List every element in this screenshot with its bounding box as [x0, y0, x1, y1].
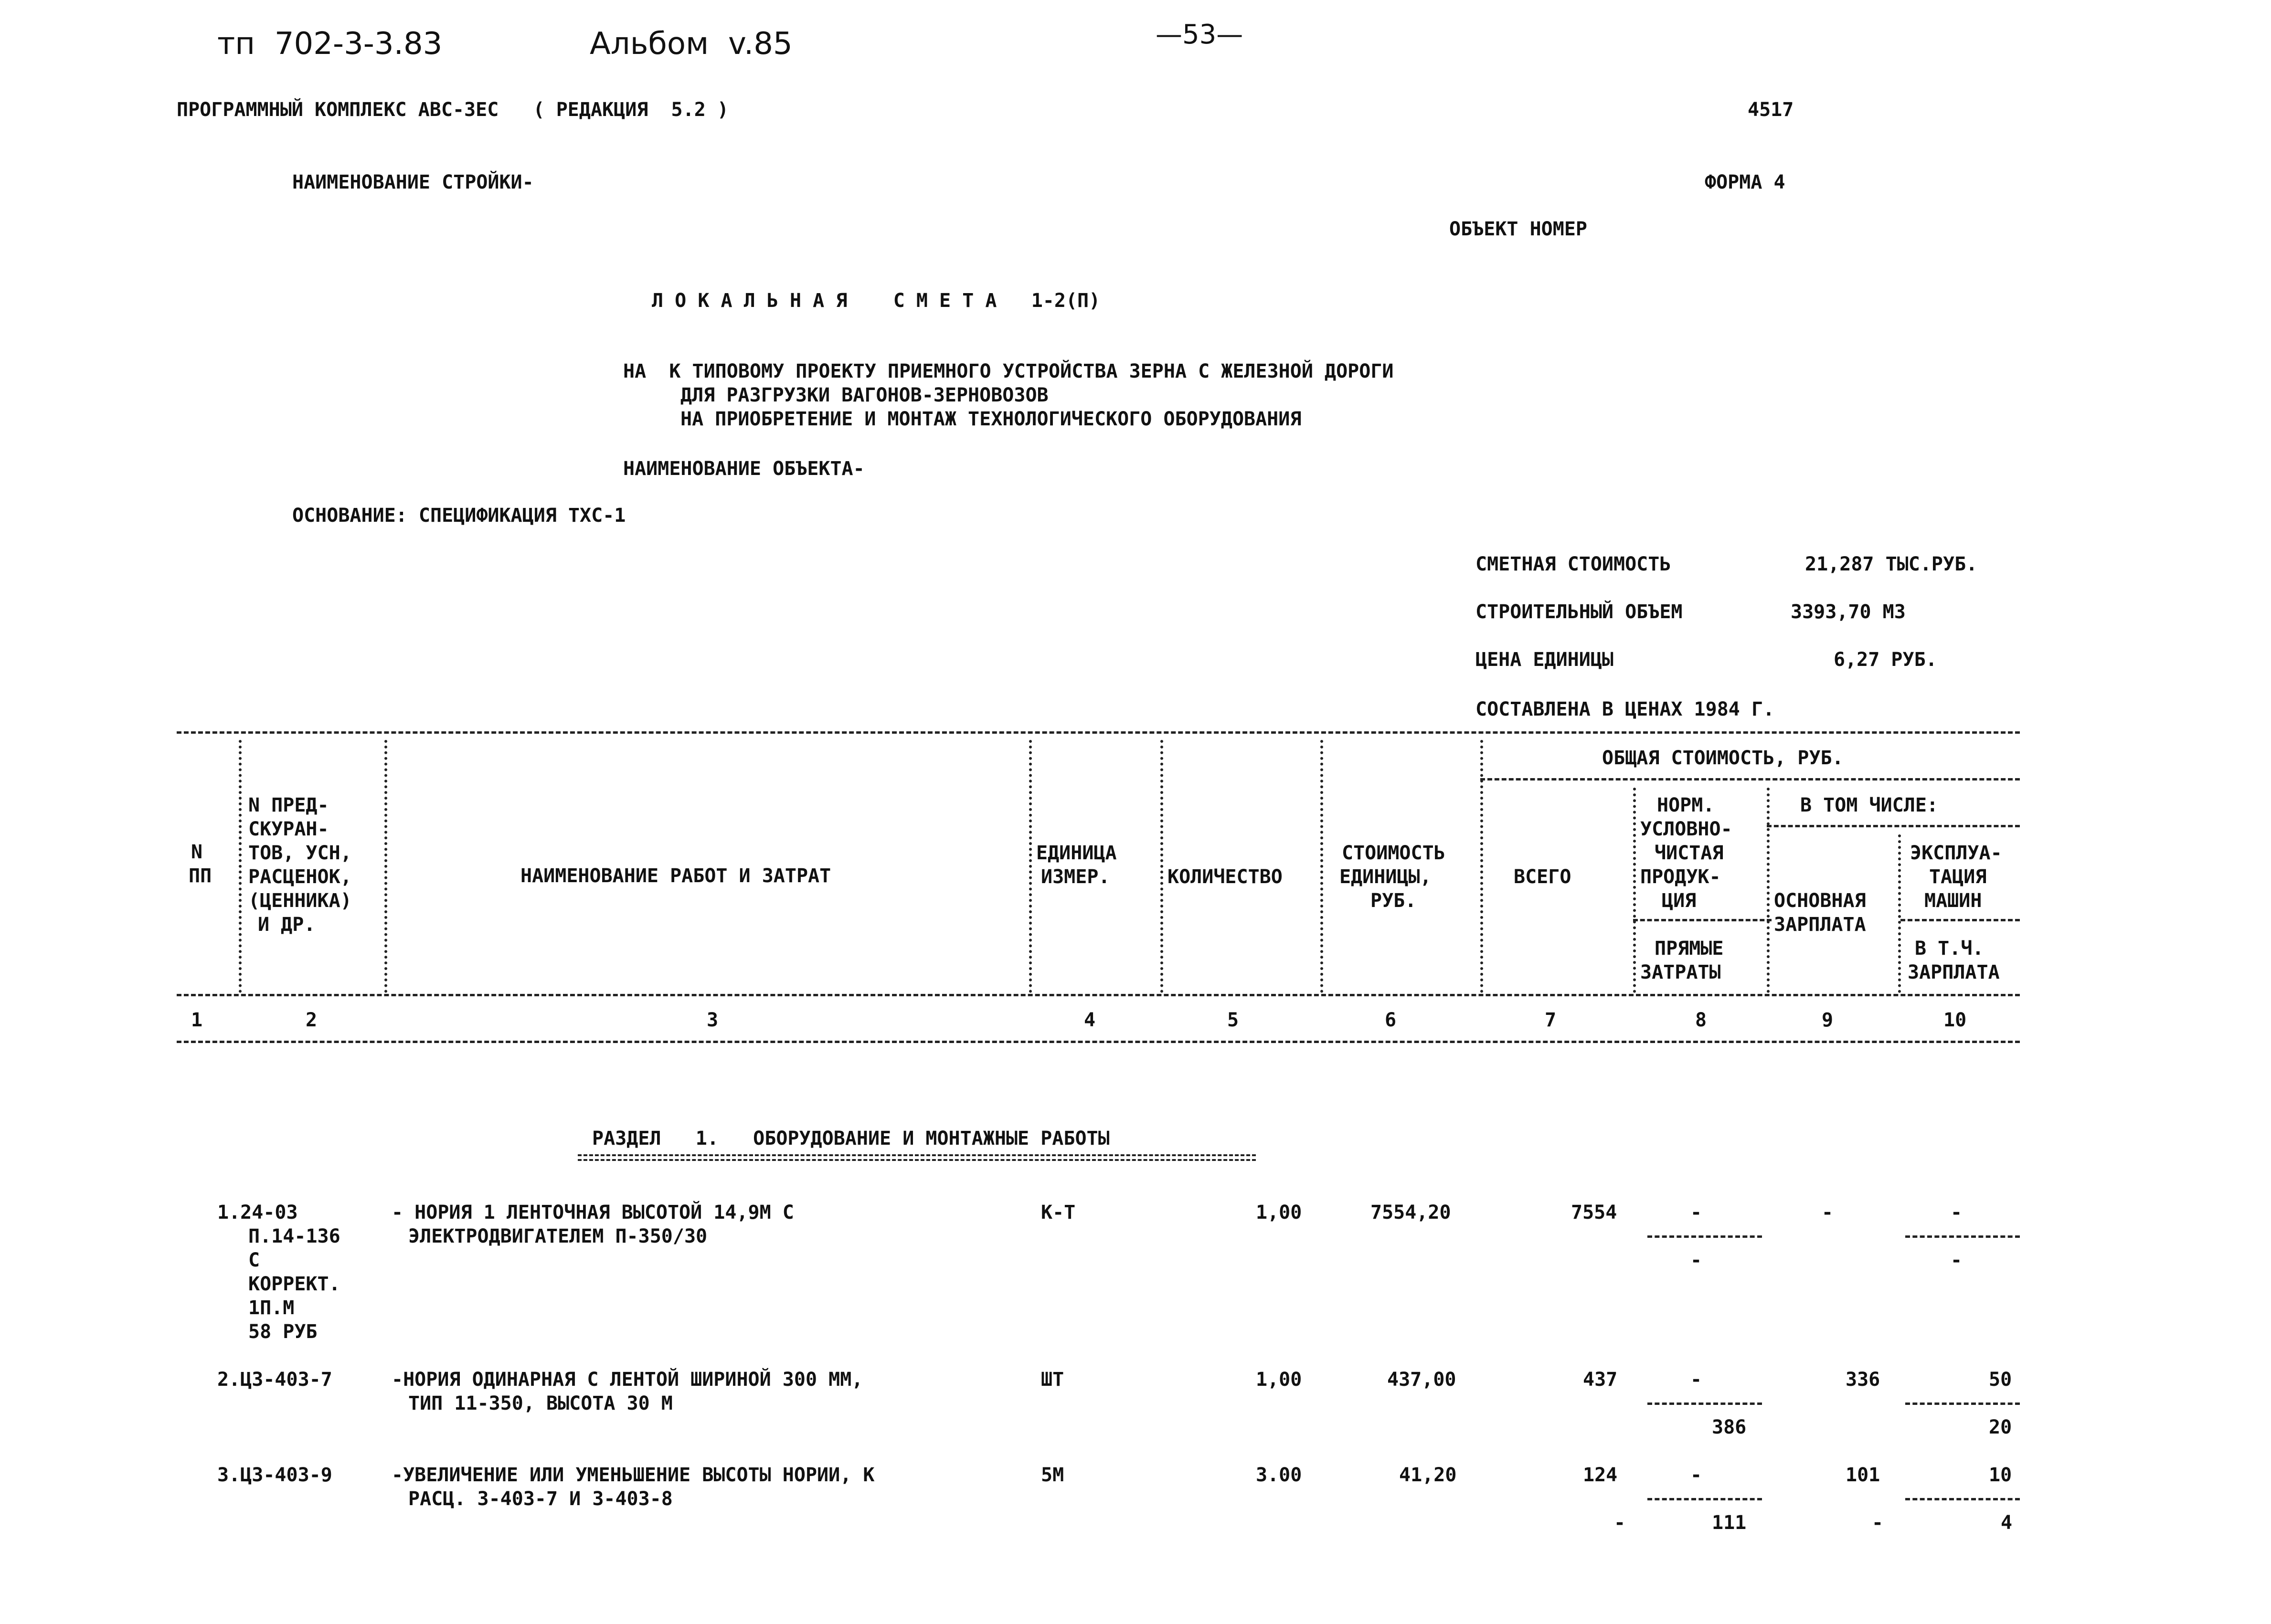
program-line: ПРОГРАММНЫЙ КОМПЛЕКС АВС-3ЕС ( РЕДАКЦИЯ 5.2 )	[177, 99, 729, 121]
col10-header-line: В Т.Ч.	[1915, 938, 1984, 960]
building-volume-value: 3393,70 М3	[1791, 601, 1906, 623]
row2-npp: -	[1690, 1369, 1702, 1391]
row3-name-line-2: РАСЦ. 3-403-7 И 3-403-8	[408, 1488, 673, 1510]
column-number: 1	[191, 1009, 203, 1031]
row3-base-pay-sub: -	[1872, 1512, 1884, 1534]
row2-direct-costs: 386	[1712, 1416, 1747, 1438]
row3-total-sub: -	[1614, 1512, 1626, 1534]
col6-header-cost: СТОИМОСТЬ	[1342, 842, 1445, 864]
column-separator	[384, 740, 387, 993]
number-row-bottom-rule	[177, 1041, 2020, 1043]
row3-code: 3.Ц3-403-9	[217, 1464, 332, 1486]
row1-npp: -	[1690, 1202, 1702, 1223]
form-label: ФОРМА 4	[1705, 171, 1785, 193]
building-volume-label: СТРОИТЕЛЬНЫЙ ОБЪЕМ	[1475, 601, 1683, 623]
group-header-rule	[1480, 778, 2020, 780]
unit-price-label: ЦЕНА ЕДИНИЦЫ	[1475, 649, 1613, 671]
col5-header: КОЛИЧЕСТВО	[1167, 866, 1283, 888]
col10-header-line: МАШИН	[1924, 890, 1982, 912]
row3-name-line-1: -УВЕЛИЧЕНИЕ ИЛИ УМЕНЬШЕНИЕ ВЫСОТЫ НОРИИ, К	[392, 1464, 875, 1486]
column-number: 5	[1227, 1009, 1239, 1031]
purpose-line-1: НА К ТИПОВОМУ ПРОЕКТУ ПРИЕМНОГО УСТРОЙСТВА ЗЕРНА С ЖЕЛЕЗНОЙ ДОРОГИ	[623, 360, 1394, 382]
col4-header-measure: ИЗМЕР.	[1041, 866, 1110, 888]
object-label: НАИМЕНОВАНИЕ ОБЪЕКТА-	[623, 458, 865, 480]
row3-total: 124	[1583, 1464, 1618, 1486]
row1-machines: -	[1951, 1202, 1963, 1223]
row1-col8-rule	[1647, 1235, 1762, 1238]
purpose-line-2: ДЛЯ РАЗГРУЗКИ ВАГОНОВ-ЗЕРНОВОЗОВ	[680, 384, 1049, 406]
section-title: РАЗДЕЛ 1. ОБОРУДОВАНИЕ И МОНТАЖНЫЕ РАБОТЫ	[592, 1128, 1110, 1149]
col2-header-line: N ПРЕД-	[248, 794, 329, 816]
row1-base-pay: -	[1822, 1202, 1834, 1223]
row1-code-line: 1П.М	[248, 1297, 295, 1319]
row2-quantity: 1,00	[1256, 1369, 1302, 1391]
column-separator	[1898, 834, 1901, 993]
col1-header-pp: ПП	[189, 865, 212, 887]
col9-header-line: ОСНОВНАЯ	[1774, 890, 1866, 912]
col2-header-line: РАСЦЕНОК,	[248, 866, 352, 888]
col10-header-line: ЗАРПЛАТА	[1908, 961, 2000, 983]
row3-col10-rule	[1905, 1498, 2020, 1500]
col10-header-line: ЭКСПЛУА-	[1910, 842, 2002, 864]
handwritten-page-number: —53—	[1156, 19, 1243, 50]
construction-label: НАИМЕНОВАНИЕ СТРОЙКИ-	[292, 171, 534, 193]
column-number: 10	[1943, 1009, 1967, 1031]
row1-code-line: П.14-136	[248, 1225, 340, 1247]
column-number: 7	[1545, 1009, 1557, 1031]
column-separator	[1160, 740, 1163, 993]
row1-code-line: 58 РУБ	[248, 1321, 318, 1343]
col10-header-line: ТАЦИЯ	[1929, 866, 1987, 888]
col8-header-line: ЧИСТАЯ	[1655, 842, 1724, 864]
incl-header-rule	[1767, 825, 2020, 827]
row2-base-pay: 336	[1846, 1369, 1880, 1391]
row1-unit-cost: 7554,20	[1370, 1202, 1451, 1223]
row2-name-line-2: ТИП 11-350, ВЫСОТА 30 М	[408, 1392, 673, 1414]
col8-header-line: ЦИЯ	[1662, 890, 1697, 912]
section-underline	[578, 1154, 1256, 1156]
row3-machines-pay: 4	[2001, 1512, 2013, 1534]
estimated-cost-value: 21,287 ТЫС.РУБ.	[1805, 553, 1978, 575]
total-cost-group-header: ОБЩАЯ СТОИМОСТЬ, РУБ.	[1602, 747, 1844, 769]
row2-machines: 50	[1989, 1369, 2012, 1391]
col1-header-n: N	[191, 841, 203, 863]
column-separator	[1480, 740, 1483, 993]
row3-npp: -	[1690, 1464, 1702, 1486]
column-separator	[1029, 740, 1032, 993]
row1-code-line: 1.24-03	[217, 1202, 298, 1223]
row1-name-line-1: - НОРИЯ 1 ЛЕНТОЧНАЯ ВЫСОТОЙ 14,9М С	[392, 1202, 794, 1223]
row2-code: 2.Ц3-403-7	[217, 1369, 332, 1391]
document-title: Л О К А Л Ь Н А Я С М Е Т А 1-2(П)	[652, 290, 1101, 312]
row2-machines-pay: 20	[1989, 1416, 2012, 1438]
subcolumn-rule-10	[1900, 919, 2020, 921]
row2-total: 437	[1583, 1369, 1618, 1391]
document-code: 4517	[1748, 99, 1794, 121]
column-number: 8	[1695, 1009, 1707, 1031]
row1-direct-costs: -	[1690, 1249, 1702, 1271]
col3-header: НАИМЕНОВАНИЕ РАБОТ И ЗАТРАТ	[520, 865, 831, 887]
col8-header-line: НОРМ.	[1657, 794, 1715, 816]
basis-line: ОСНОВАНИЕ: СПЕЦИФИКАЦИЯ ТХС-1	[292, 505, 626, 527]
col6-header-rub: РУБ.	[1370, 890, 1417, 912]
handwritten-album: Альбом v.85	[590, 26, 793, 62]
section-underline	[578, 1159, 1256, 1161]
row1-name-line-2: ЭЛЕКТРОДВИГАТЕЛЕМ П-350/30	[408, 1225, 708, 1247]
row3-machines: 10	[1989, 1464, 2012, 1486]
column-separator	[239, 740, 242, 993]
col8-header-line: ПРОДУК-	[1640, 866, 1721, 888]
row1-col10-rule	[1905, 1235, 2020, 1238]
row1-total: 7554	[1571, 1202, 1617, 1223]
row2-unit: ШТ	[1041, 1369, 1064, 1391]
estimated-cost-label: СМЕТНАЯ СТОИМОСТЬ	[1475, 553, 1671, 575]
col2-header-line: СКУРАН-	[248, 818, 329, 840]
col4-header-unit: ЕДИНИЦА	[1036, 842, 1117, 864]
column-separator	[1633, 788, 1636, 993]
unit-price-value: 6,27 РУБ.	[1834, 649, 1937, 671]
header-bottom-rule	[177, 994, 2020, 996]
including-header: В ТОМ ЧИСЛЕ:	[1800, 794, 1938, 816]
handwritten-project-code: тп 702-3-3.83	[217, 26, 443, 62]
col7-header: ВСЕГО	[1514, 866, 1571, 888]
row3-unit: 5М	[1041, 1464, 1064, 1486]
row3-direct-costs: 111	[1712, 1512, 1747, 1534]
column-number: 9	[1822, 1009, 1834, 1031]
col8-header-line: ЗАТРАТЫ	[1640, 961, 1721, 983]
object-number-label: ОБЪЕКТ НОМЕР	[1449, 218, 1587, 240]
row1-unit: К-Т	[1041, 1202, 1076, 1223]
row2-name-line-1: -НОРИЯ ОДИНАРНАЯ С ЛЕНТОЙ ШИРИНОЙ 300 ММ,	[392, 1369, 863, 1391]
purpose-line-3: НА ПРИОБРЕТЕНИЕ И МОНТАЖ ТЕХНОЛОГИЧЕСКОГО ОБОРУДОВАНИЯ	[680, 408, 1302, 430]
col8-header-line: УСЛОВНО-	[1640, 818, 1732, 840]
row3-base-pay: 101	[1846, 1464, 1880, 1486]
row3-col8-rule	[1647, 1498, 1762, 1500]
row2-unit-cost: 437,00	[1387, 1369, 1456, 1391]
row1-machines-pay: -	[1951, 1249, 1963, 1271]
row2-col8-rule	[1647, 1403, 1762, 1405]
col8-header-line: ПРЯМЫЕ	[1655, 938, 1724, 960]
price-level-note: СОСТАВЛЕНА В ЦЕНАХ 1984 Г.	[1475, 698, 1775, 720]
row2-col10-rule	[1905, 1403, 2020, 1405]
col2-header-line: И ДР.	[258, 914, 316, 936]
column-number: 4	[1084, 1009, 1096, 1031]
row1-code-line: КОРРЕКТ.	[248, 1273, 340, 1295]
col6-header-unit: ЕДИНИЦЫ,	[1339, 866, 1432, 888]
column-number: 6	[1385, 1009, 1397, 1031]
column-number: 2	[306, 1009, 318, 1031]
col2-header-line: ТОВ, УСН,	[248, 842, 352, 864]
col2-header-line: (ЦЕННИКА)	[248, 890, 352, 912]
row3-quantity: 3.00	[1256, 1464, 1302, 1486]
subcolumn-rule-8	[1633, 919, 1772, 921]
row3-unit-cost: 41,20	[1399, 1464, 1457, 1486]
column-number: 3	[707, 1009, 719, 1031]
row1-quantity: 1,00	[1256, 1202, 1302, 1223]
row1-code-line: С	[248, 1249, 260, 1271]
column-separator	[1767, 788, 1770, 993]
table-top-rule	[177, 731, 2020, 734]
col9-header-line: ЗАРПЛАТА	[1774, 914, 1866, 936]
column-separator	[1320, 740, 1323, 993]
